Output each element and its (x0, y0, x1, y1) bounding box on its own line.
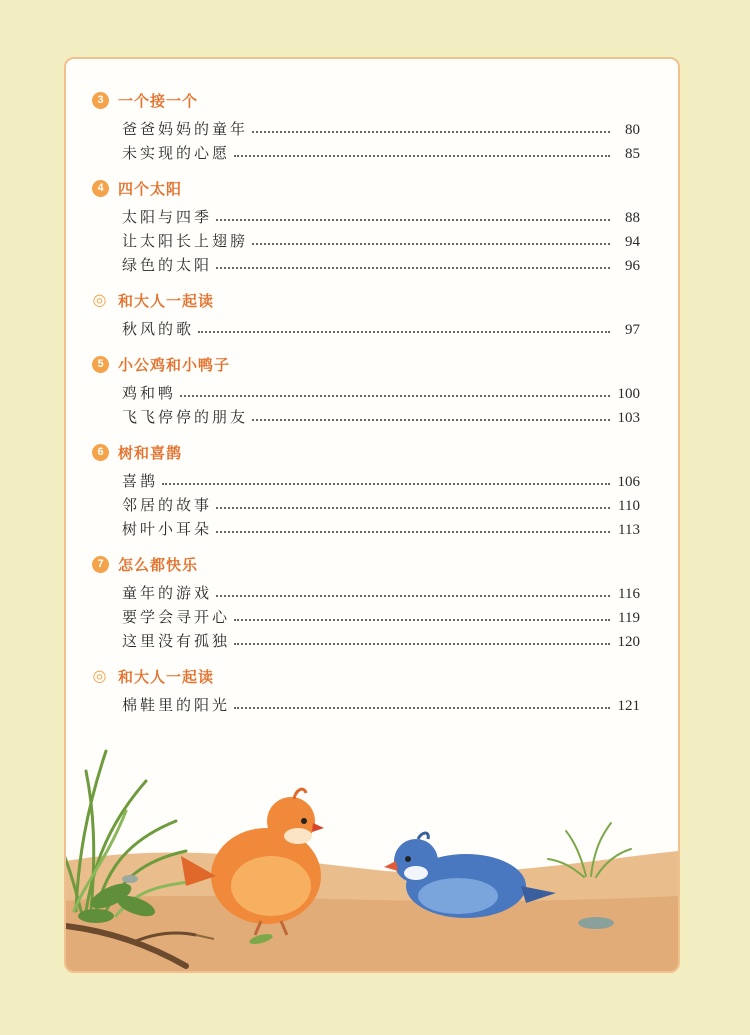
table-of-contents (92, 85, 640, 725)
dot-leader (252, 419, 610, 421)
entry-page-number: 80 (625, 122, 640, 138)
toc-unit (92, 437, 640, 539)
unit-number-badge: 3 (92, 92, 109, 109)
unit-heading (92, 549, 640, 579)
unit-heading (92, 173, 640, 203)
entry-title: 爸爸妈妈的童年 (122, 120, 249, 138)
entry-page-number: 106 (617, 474, 640, 490)
entry-title: 喜鹊 (122, 472, 159, 490)
entry-page-number: 97 (625, 322, 640, 338)
toc-entry[interactable] (122, 203, 640, 227)
entry-page-number: 103 (617, 410, 640, 426)
entry-page-number: 100 (617, 386, 640, 402)
toc-entry[interactable] (122, 515, 640, 539)
illustration (66, 711, 678, 971)
toc-unit (92, 85, 640, 163)
toc-entry[interactable] (122, 251, 640, 275)
entry-page-number: 121 (617, 698, 640, 714)
entry-title: 童年的游戏 (122, 584, 213, 602)
unit-heading (92, 285, 640, 315)
dot-leader (252, 131, 610, 133)
entry-page-number: 113 (618, 522, 640, 538)
toc-entry[interactable] (122, 467, 640, 491)
toc-entry[interactable] (122, 627, 640, 651)
unit-heading (92, 85, 640, 115)
entry-title: 未实现的心愿 (122, 144, 231, 162)
toc-entry[interactable] (122, 579, 640, 603)
dot-leader (216, 267, 610, 269)
unit-number-badge: 6 (92, 444, 109, 461)
dot-leader (162, 483, 610, 485)
dot-leader (180, 395, 610, 397)
unit-title: 一个接一个 (118, 91, 199, 110)
dot-leader (198, 331, 610, 333)
entry-page-number: 120 (617, 634, 640, 650)
entry-title: 让太阳长上翅膀 (122, 232, 249, 250)
toc-entry[interactable] (122, 139, 640, 163)
entry-page-number: 119 (618, 610, 640, 626)
entry-title: 要学会寻开心 (122, 608, 231, 626)
entry-title: 飞飞停停的朋友 (122, 408, 249, 426)
unit-title: 树和喜鹊 (118, 443, 183, 462)
unit-title: 怎么都快乐 (118, 555, 199, 574)
reading-circle-icon: ◎ (92, 666, 108, 685)
entry-title: 棉鞋里的阳光 (122, 696, 231, 714)
unit-heading (92, 349, 640, 379)
entry-title: 太阳与四季 (122, 208, 213, 226)
entry-page-number: 96 (625, 258, 640, 274)
toc-unit (92, 285, 640, 339)
toc-unit (92, 549, 640, 651)
entry-title: 这里没有孤独 (122, 632, 231, 650)
toc-page (64, 57, 680, 973)
dot-leader (216, 595, 610, 597)
entry-title: 鸡和鸭 (122, 384, 177, 402)
entry-page-number: 85 (625, 146, 640, 162)
unit-number-badge: 5 (92, 356, 109, 373)
toc-unit (92, 661, 640, 715)
reading-circle-icon: ◎ (92, 290, 108, 309)
toc-entry[interactable] (122, 379, 640, 403)
entry-page-number: 94 (625, 234, 640, 250)
entry-title: 秋风的歌 (122, 320, 195, 338)
dot-leader (234, 619, 610, 621)
entry-page-number: 110 (618, 498, 640, 514)
dot-leader (216, 507, 610, 509)
unit-title: 四个太阳 (118, 179, 183, 198)
unit-title: 小公鸡和小鸭子 (118, 355, 231, 374)
toc-unit (92, 173, 640, 275)
entry-title: 树叶小耳朵 (122, 520, 213, 538)
unit-heading (92, 437, 640, 467)
dot-leader (234, 643, 610, 645)
unit-title: 和大人一起读 (118, 291, 215, 310)
entry-title: 绿色的太阳 (122, 256, 213, 274)
toc-unit (92, 349, 640, 427)
entry-title: 邻居的故事 (122, 496, 213, 514)
entry-page-number: 88 (625, 210, 640, 226)
unit-heading (92, 661, 640, 691)
dot-leader (234, 155, 610, 157)
unit-number-badge: 4 (92, 180, 109, 197)
toc-entry[interactable] (122, 403, 640, 427)
dot-leader (216, 531, 610, 533)
toc-entry[interactable] (122, 227, 640, 251)
toc-entry[interactable] (122, 491, 640, 515)
unit-number-badge: 7 (92, 556, 109, 573)
toc-entry[interactable] (122, 603, 640, 627)
dot-leader (252, 243, 610, 245)
dot-leader (216, 219, 610, 221)
entry-page-number: 116 (618, 586, 640, 602)
toc-entry[interactable] (122, 115, 640, 139)
unit-title: 和大人一起读 (118, 667, 215, 686)
toc-entry[interactable] (122, 315, 640, 339)
dot-leader (234, 707, 610, 709)
